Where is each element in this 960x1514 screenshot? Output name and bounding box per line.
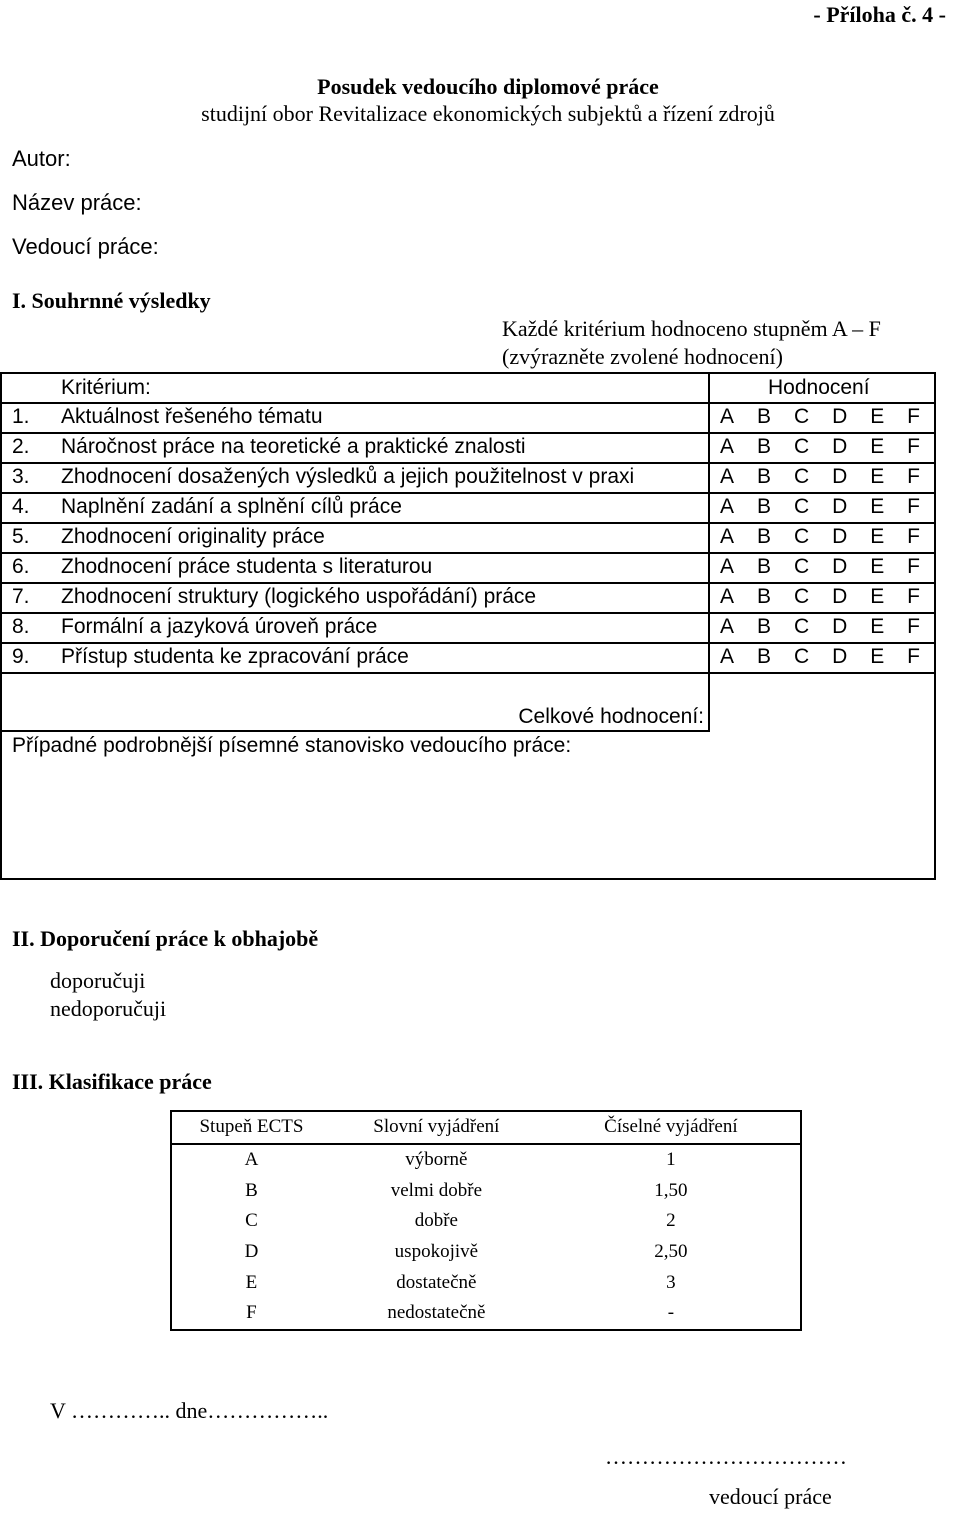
criterion-row [12, 555, 432, 579]
ects-verbal: dobře [414, 1210, 458, 1232]
grade-option[interactable]: A [720, 645, 735, 668]
criterion-number: 5. [12, 525, 30, 548]
grade-option[interactable]: B [756, 615, 771, 638]
grade-option[interactable]: C [793, 525, 810, 548]
grade-options [720, 615, 920, 639]
grade-option[interactable]: B [756, 405, 771, 428]
ects-grade: C [245, 1210, 258, 1232]
grade-options [720, 645, 920, 669]
ects-numeric: 2 [666, 1210, 676, 1232]
statement-label: Případné podrobnější písemné stanovisko vedoucího práce: [12, 734, 572, 757]
grade-option[interactable]: F [907, 525, 920, 548]
grade-options [720, 525, 920, 549]
thesis-title-label: Název práce: [12, 190, 142, 215]
ects-grade: A [244, 1149, 259, 1171]
criteria-row-divider [0, 642, 936, 644]
supervisor-label: Vedoucí práce: [12, 234, 159, 259]
ects-row [171, 1175, 801, 1206]
section-3-heading: III. Klasifikace práce [12, 1069, 212, 1094]
ects-grade: B [245, 1179, 258, 1201]
grade-option[interactable]: C [793, 435, 810, 458]
grade-option[interactable]: B [756, 525, 771, 548]
grade-option[interactable]: B [756, 645, 771, 668]
grade-option[interactable]: A [720, 435, 735, 458]
grade-option[interactable]: B [756, 495, 771, 518]
grade-option[interactable]: C [793, 585, 810, 608]
grade-option[interactable]: A [720, 405, 735, 428]
criteria-row-divider [0, 492, 936, 494]
ects-numeric: 1,50 [654, 1179, 688, 1201]
criterion-row [12, 435, 526, 459]
grade-option[interactable]: D [832, 495, 848, 518]
grade-option[interactable]: A [720, 495, 735, 518]
ects-verbal: nedostatečně [387, 1302, 486, 1324]
grade-option[interactable]: F [907, 555, 920, 578]
grade-option[interactable]: C [793, 495, 810, 518]
ects-row [171, 1144, 801, 1176]
criterion-number: 1. [12, 405, 30, 428]
grade-options [720, 405, 920, 429]
grade-option[interactable]: F [907, 645, 920, 668]
grade-option[interactable]: E [870, 405, 885, 428]
ects-numeric: - [667, 1302, 675, 1324]
ects-grade: F [246, 1302, 257, 1324]
criterion-row [12, 525, 325, 549]
rating-header: Hodnocení [768, 376, 870, 399]
grade-option[interactable]: F [907, 615, 920, 638]
document-title: Posudek vedoucího diplomové práce [317, 74, 659, 99]
signature-role: vedoucí práce [709, 1484, 832, 1509]
grade-option[interactable]: F [907, 465, 920, 488]
criterion-number: 7. [12, 585, 30, 608]
grade-option[interactable]: C [793, 645, 810, 668]
criterion-text: Přístup studenta ke zpracování práce [61, 645, 409, 668]
grade-option[interactable]: C [793, 405, 810, 428]
criterion-row [12, 465, 634, 489]
grade-option[interactable]: E [870, 495, 885, 518]
criterion-number: 8. [12, 615, 30, 638]
grade-option[interactable]: C [793, 615, 810, 638]
attachment-label: - Příloha č. 4 - [813, 2, 946, 27]
ects-table [170, 1110, 802, 1331]
criterion-number: 3. [12, 465, 30, 488]
criterion-text: Zhodnocení práce studenta s literaturou [61, 555, 433, 578]
grade-option[interactable]: B [756, 465, 771, 488]
criteria-row-divider [0, 582, 936, 584]
overall-rating-label: Celkové hodnocení: [518, 705, 704, 728]
section-2-heading: II. Doporučení práce k obhajobě [12, 926, 319, 951]
grade-option[interactable]: F [907, 495, 920, 518]
ects-row [171, 1206, 801, 1237]
ects-numeric: 2,50 [654, 1241, 688, 1263]
criterion-number: 9. [12, 645, 30, 668]
criterion-row [12, 645, 409, 669]
criterion-text: Zhodnocení originality práce [61, 525, 325, 548]
grade-option[interactable]: A [720, 615, 735, 638]
section-1-heading: I. Souhrnné výsledky [12, 288, 211, 313]
criterion-text: Aktuálnost řešeného tématu [61, 405, 323, 428]
ects-header-row [171, 1111, 801, 1144]
grade-option[interactable]: E [870, 585, 885, 608]
criteria-row-divider [0, 432, 936, 434]
ects-verbal: uspokojivě [394, 1241, 479, 1263]
criteria-row-divider [0, 522, 936, 524]
ects-header-grade: Stupeň ECTS [171, 1111, 331, 1144]
criterion-number: 4. [12, 495, 30, 518]
ects-grade: E [245, 1271, 258, 1293]
grade-option[interactable]: D [832, 555, 848, 578]
grade-option[interactable]: B [756, 555, 771, 578]
criteria-row-divider [0, 672, 936, 674]
grade-option[interactable]: D [832, 435, 848, 458]
rating-instruction-2: (zvýrazněte zvolené hodnocení) [502, 344, 783, 369]
grade-option[interactable]: E [870, 435, 885, 458]
grade-option[interactable]: E [870, 465, 885, 488]
grade-option[interactable]: D [832, 405, 848, 428]
criteria-row-divider [0, 552, 936, 554]
option-recommend: doporučuji [50, 968, 146, 993]
criterion-row [12, 495, 402, 519]
grade-options [720, 585, 920, 609]
criterion-text: Zhodnocení dosažených výsledků a jejich použitelnost v praxi [61, 465, 635, 488]
grade-option[interactable]: A [720, 525, 735, 548]
criteria-row-divider [0, 402, 936, 404]
ects-grade: D [244, 1241, 259, 1263]
grade-option[interactable]: B [756, 435, 771, 458]
criterion-text: Náročnost práce na teoretické a praktické znalosti [61, 435, 526, 458]
rating-instruction-1: Každé kritérium hodnoceno stupněm A – F [502, 316, 881, 341]
criterion-text: Zhodnocení struktury (logického uspořádání) práce [61, 585, 537, 608]
ects-row [171, 1298, 801, 1330]
criterion-row [12, 405, 323, 429]
author-label: Autor: [12, 146, 71, 171]
grade-option[interactable]: A [720, 465, 735, 488]
criterion-row [12, 615, 377, 639]
place-date-line: V ………….. dne…………….. [50, 1398, 329, 1423]
criteria-row-divider [0, 612, 936, 614]
grade-option[interactable]: A [720, 585, 735, 608]
criterion-row [12, 585, 536, 609]
ects-verbal: dostatečně [396, 1271, 477, 1293]
grade-options [720, 495, 920, 519]
grade-options [720, 435, 920, 459]
ects-header-verbal: Slovní vyjádření [331, 1111, 542, 1144]
grade-option[interactable]: F [907, 435, 920, 458]
grade-option[interactable]: D [832, 465, 848, 488]
grade-option[interactable]: E [870, 525, 885, 548]
criterion-number: 6. [12, 555, 30, 578]
grade-option[interactable]: A [720, 555, 735, 578]
grade-options [720, 465, 920, 489]
ects-numeric: 1 [666, 1149, 676, 1171]
grade-option[interactable]: F [907, 405, 920, 428]
option-not-recommend: nedoporučuji [50, 996, 167, 1021]
document-subtitle: studijní obor Revitalizace ekonomických subjektů a řízení zdrojů [201, 101, 775, 126]
criterion-text: Naplnění zadání a splnění cílů práce [61, 495, 402, 518]
grade-option[interactable]: D [832, 645, 848, 668]
signature-dots: …………………………… [605, 1444, 847, 1469]
grade-option[interactable]: E [870, 645, 885, 668]
grade-option[interactable]: E [870, 555, 885, 578]
ects-header-numeric: Číselné vyjádření [542, 1111, 801, 1144]
grade-options [720, 555, 920, 579]
grade-option[interactable]: B [756, 585, 771, 608]
criterion-header: Kritérium: [61, 376, 151, 399]
ects-row [171, 1267, 801, 1298]
ects-verbal: velmi dobře [390, 1179, 483, 1201]
criterion-number: 2. [12, 435, 30, 458]
criteria-row-divider [0, 462, 936, 464]
criterion-text: Formální a jazyková úroveň práce [61, 615, 378, 638]
ects-verbal: výborně [405, 1149, 468, 1171]
grade-option[interactable]: E [870, 615, 885, 638]
grade-option[interactable]: D [832, 615, 848, 638]
grade-option[interactable]: D [832, 525, 848, 548]
grade-option[interactable]: D [832, 585, 848, 608]
ects-numeric: 3 [666, 1271, 676, 1293]
grade-option[interactable]: C [793, 555, 810, 578]
grade-option[interactable]: C [793, 465, 810, 488]
grade-option[interactable]: F [907, 585, 920, 608]
ects-row [171, 1237, 801, 1268]
